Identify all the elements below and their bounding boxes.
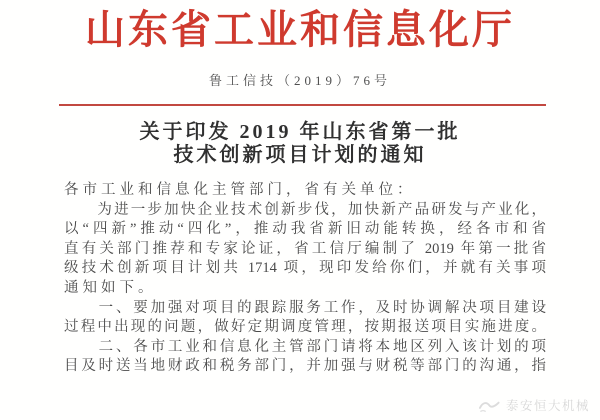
- body-line: 通知如下。: [64, 279, 157, 296]
- body-line: 过程中出现的问题，做好定期调度管理，按期报送项目实施进度。: [64, 319, 546, 336]
- document-title: [0, 121, 600, 167]
- document-number: 鲁工信技（2019）76号: [208, 73, 391, 88]
- company-logo-icon: [478, 399, 501, 413]
- body-line-salutation: 各市工业和信息化主管部门，省有关单位：: [64, 182, 416, 198]
- body-line: 一、要加强对项目的跟踪服务工作，及时协调解决项目建设: [64, 299, 546, 316]
- document-body: [64, 181, 546, 377]
- body-line: 二、各市工业和信息化主管部门请将本地区列入该计划的项: [64, 338, 546, 355]
- agency-name: 山东省工业和信息化厅: [85, 7, 515, 52]
- body-line: 目及时送当地财政和税务部门，并加强与财税等部门的沟通，指: [64, 358, 546, 375]
- title-line-1: 关于印发 2019 年山东省第一批: [139, 121, 461, 143]
- watermark: [478, 399, 590, 413]
- body-line: 为进一步加快企业技术创新步伐，加快新产品研发与产业化，: [64, 201, 546, 218]
- title-line-2: 技术创新项目计划的通知: [173, 144, 427, 166]
- body-line: 以“四新”推动“四化”，推动我省新旧动能转换，经各市和省: [64, 221, 546, 238]
- watermark-text: 泰安恒大机械: [505, 399, 590, 413]
- body-line: 级技术创新项目计划共 1714 项，现印发给你们，并就有关事项: [64, 260, 546, 277]
- red-divider-line: [59, 104, 546, 106]
- body-line: 直有关部门推荐和专家论证，省工信厅编制了 2019 年第一批省: [64, 240, 546, 257]
